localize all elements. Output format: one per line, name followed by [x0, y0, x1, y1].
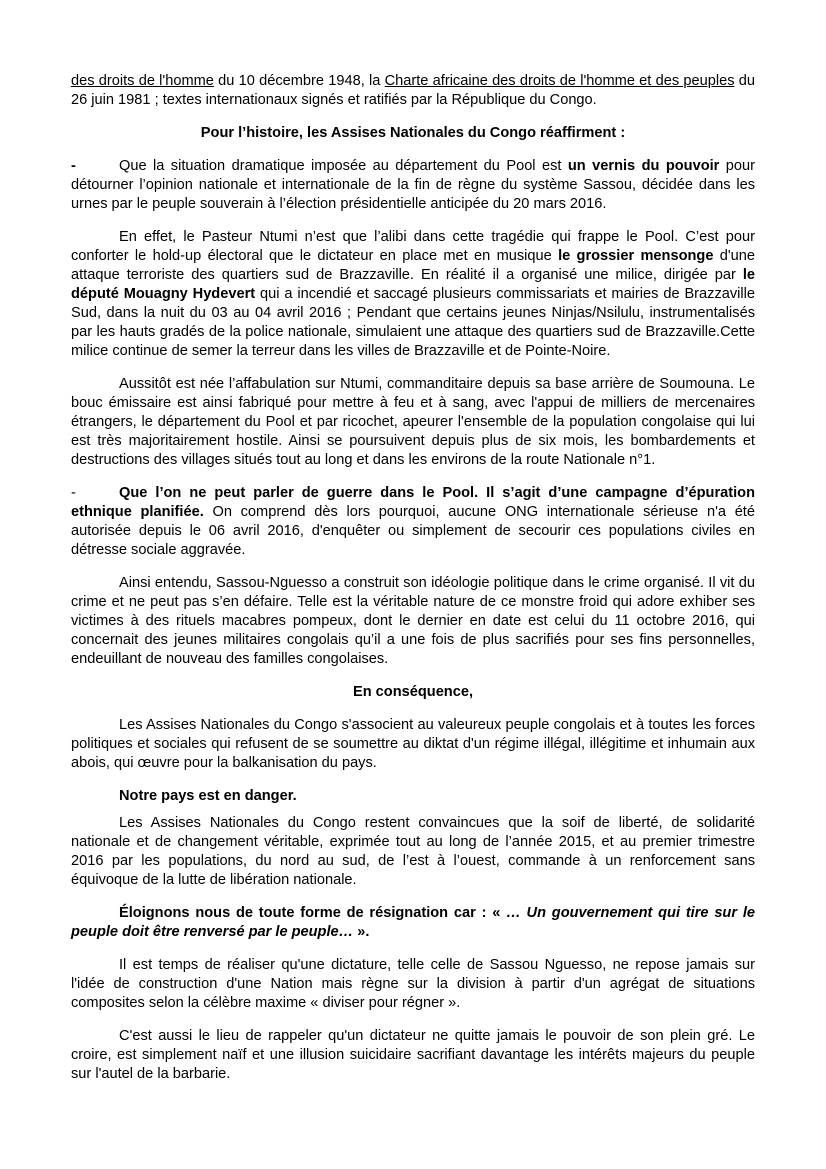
list-dash: - [71, 158, 76, 174]
paragraph-pasteur-ntumi: En effet, le Pasteur Ntumi n’est que l’alibi dans cette tragédie qui frappe le Pool. C’est pour conforter le hold-up électoral que le dictateur en place met en musique le grossier mensonge d'une attaque terroriste des quartiers sud de Brazzaville. En réalité il a organisé une milice, dirigée par le député Mouagny Hydevert qui a incendié et saccagé plusieurs commissariats et mairies de Brazzaville Sud, dans la nuit du 03 au 04 avril 2016 ; Pendant que certains jeunes Ninjas/Nsilulu, instrumentalisés par les hauts gradés de la police nationale, simulaient une attaque des quartiers sud de Brazzaville.Cette milice continue de semer la terreur dans les villes de Brazzaville et de Pointe-Noire. [71, 229, 756, 359]
paragraph-dictateur-pouvoir: C'est aussi le lieu de rappeler qu'un dictateur ne quitte jamais le pouvoir de son plein gré. Le croire, est simplement naïf et une illusion suicidaire sacrifiant davantage les intérêts majeurs du peuple sur l'autel de la barbarie. [71, 1028, 755, 1082]
link-charte-africaine: Charte africaine des droits de l'homme et des peuples [384, 73, 735, 89]
paragraph-assises-associent: Les Assises Nationales du Congo s'associent au valeureux peuple congolais et à toutes les forces politiques et sociales qui refusent de se soumettre au diktat d'un régime illégal, illégitime et inhumain aux abois, qui œuvre pour la balkanisation du pays. [71, 717, 755, 771]
link-declaration-droits-homme: des droits de l'homme [71, 73, 214, 89]
list-dash: - [71, 485, 76, 501]
paragraph-dictature-division: Il est temps de réaliser qu'une dictature, telle celle de Sassou Nguesso, ne repose jamais sur l'idée de construction d'une Nation mais règne sur la division à partir d'un agrégat de situations composites selon la célèbre maxime « diviser pour régner ». [71, 957, 755, 1011]
paragraph-resignation-quote: Éloignons nous de toute forme de résignation car : « … Un gouvernement qui tire sur le peuple doit être renversé par le peuple… ». [71, 905, 755, 940]
section-heading-histoire: Pour l’histoire, les Assises Nationales du Congo réaffirment : [200, 125, 626, 141]
paragraph-affabulation: Aussitôt est née l’affabulation sur Ntumi, commanditaire depuis sa base arrière de Soumouna. Le bouc émissaire est ainsi fabriqué pour mettre à feu et à sang, avec l'appui de milliers de mercenaires étrangers, le département du Pool et par ricochet, apeurer l'ensemble de la population congolaise qui lui est très majoritairement hostile. Ainsi se poursuivent depuis plus de six mois, les bombardements et destructions des villages situés tout au long et dans les environs de la route Nationale n°1. [71, 376, 755, 468]
paragraph-soif-de-liberte: Les Assises Nationales du Congo restent convaincues que la soif de liberté, de solidarité nationale et de changement véritable, exprimée tout au long de l’année 2015, et au premier trimestre 2016 par les populations, du nord au sud, de l’est à l’ouest, commande à un renforcement sans équivoque de la lutte de libération nationale. [71, 815, 755, 888]
paragraph-epuration-ethnique: - Que l’on ne peut parler de guerre dans le Pool. Il s’agit d’une campagne d’épuration ethnique planifiée. On comprend dès lors pourquoi, aucune ONG internationale sérieuse n'a été autorisée depuis le 06 avril 2016, d'enquêter ou simplement de secourir ces populations civiles en détresse sociale aggravée. [71, 485, 755, 558]
paragraph-legal-references: des droits de l'homme du 10 décembre 1948, la Charte africaine des droits de l'homme et des peuples du 26 juin 1981 ; textes internationaux signés et ratifiés par la République du Congo. [71, 73, 755, 108]
document-page [71, 72, 755, 1098]
paragraph-pays-en-danger: Notre pays est en danger. [119, 788, 297, 804]
section-heading-consequence: En conséquence, [352, 684, 474, 700]
paragraph-ideologie-politique: Ainsi entendu, Sassou-Nguesso a construit son idéologie politique dans le crime organisé. Il vit du crime et ne peut pas s’en défaire. Telle est la véritable nature de ce monstre froid qui adore exhiber ses victimes à des rituels macabres pompeux, dont le dernier en date est celui du 11 octobre 2016, qui concernait des jeunes militaires congolais qu’il a une fois de plus sacrifiés pour ses fins personnelles, endeuillant de nouveau des familles congolaises. [71, 575, 755, 667]
paragraph-vernis-du-pouvoir: - Que la situation dramatique imposée au département du Pool est un vernis du pouvoir pour détourner l’opinion nationale et internationale de la fin de règne du système Sassou, décidée dans les urnes par le peuple souverain à l’élection présidentielle anticipée du 20 mars 2016. [71, 158, 756, 212]
